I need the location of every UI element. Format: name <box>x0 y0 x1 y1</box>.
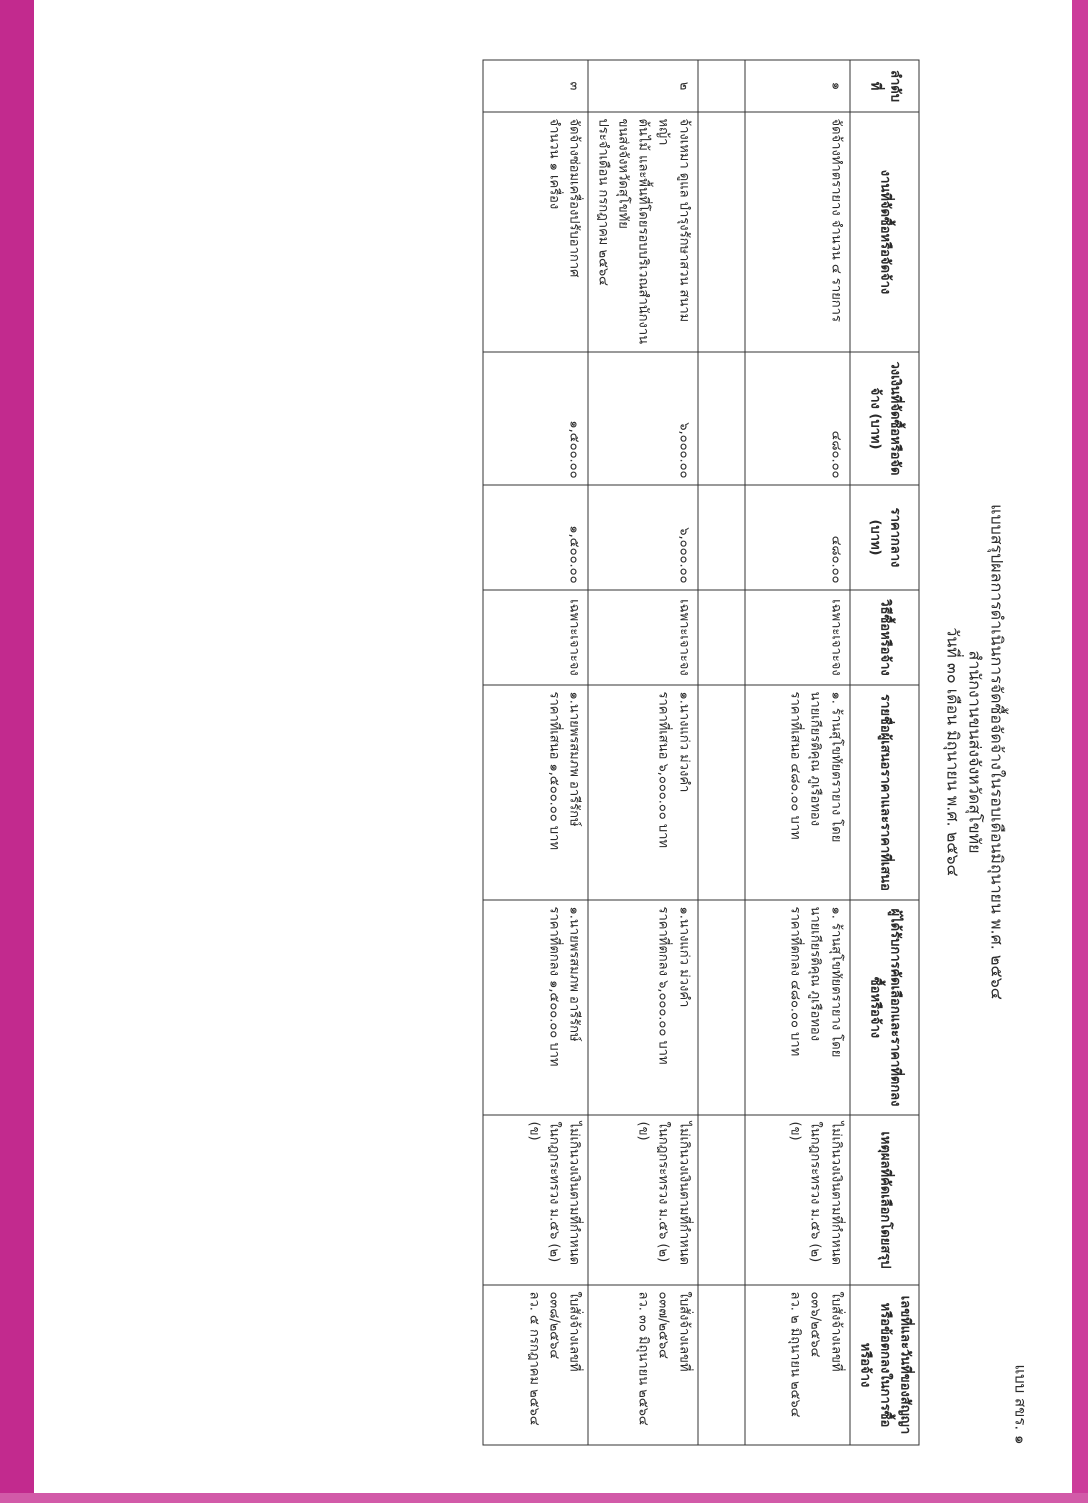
cell-budget: ๑,๕๐๐.๐๐ <box>483 352 588 485</box>
cell-line: ลว. ๕ กรกฎาคม ๒๕๖๔ <box>526 1291 542 1426</box>
col-header-reason: เหตุผลที่คัดเลือกโดยสรุป <box>850 1115 919 1285</box>
cell-line: ในกฎกระทรวง ม.๕๖ (๒) (ข) <box>635 1121 671 1262</box>
form-code: แบบ สขร. ๑ <box>1011 1363 1030 1444</box>
col-header-median: ราคากลาง (บาท) <box>850 485 919 590</box>
cell-line: ใบสั่งจ้างเลขที่ ๐๓๘/๒๕๖๔ <box>546 1291 582 1372</box>
cell-line: ราคาที่เสนอ ๖,๐๐๐.๐๐ บาท <box>655 691 671 848</box>
cell-line: ลว. ๒ มิถุนายน ๒๕๖๔ <box>787 1291 803 1417</box>
cell-winner <box>483 900 588 1115</box>
cell-method: เฉพาะเจาะจง <box>483 590 588 685</box>
document-title: แบบสรุปผลการดำเนินการจัดซื้อจัดจ้างในรอบเดือนมิถุนายน พ.ศ. ๒๕๖๔ <box>987 503 1007 1000</box>
cell-contract <box>745 1285 850 1445</box>
table-row <box>745 60 850 1445</box>
cell-line: ประจำเดือน กรกฎาคม ๒๕๖๔ <box>595 118 611 286</box>
cell-budget: ๖,๐๐๐.๐๐ <box>588 352 698 485</box>
cell-line: จ้างเหมา ดูแล บำรุงรักษาสวน สนามหญ้า <box>655 118 692 322</box>
page-edge-bottom <box>0 1493 1088 1503</box>
cell-line: นายเกียรติคุณ ภูเรือทอง <box>807 906 823 1041</box>
cell-line: จัดจ้างทำตรายาง จำนวน ๔ รายการ <box>828 118 844 322</box>
page-edge-left <box>0 0 34 1503</box>
col-header-winner: ผู้ได้รับการคัดเลือกและราคาที่ตกลงซื้อหรือจ้าง <box>850 900 919 1115</box>
table-row <box>483 60 588 1445</box>
cell-contract <box>483 1285 588 1445</box>
document-date: วันที่ ๓๐ เดือน มิถุนายน พ.ศ. ๒๕๖๔ <box>943 626 963 877</box>
cell-median: ๔๘๐.๐๐ <box>745 485 850 590</box>
cell-reason <box>588 1115 698 1285</box>
cell-line: ๑. ร้านสุโขทัยตรายาง โดย <box>828 906 844 1057</box>
cell-line: ขนส่งจังหวัดสุโขทัย <box>615 118 631 229</box>
page-edge-right <box>1072 0 1088 1503</box>
cell-line: ราคาที่ตกลง ๔๘๐.๐๐ บาท <box>787 906 803 1056</box>
cell-item <box>483 112 588 352</box>
cell-item <box>745 112 850 352</box>
cell-winner <box>588 900 698 1115</box>
table-row <box>588 60 698 1445</box>
cell-no: ๒ <box>588 60 698 112</box>
cell-line: ต้นไม้ และพื้นที่โดยรอบบริเวณสำนักงาน <box>635 118 651 344</box>
cell-median: ๖,๐๐๐.๐๐ <box>588 485 698 590</box>
cell-bidders <box>745 685 850 900</box>
cell-contract <box>588 1285 698 1445</box>
document-page <box>45 39 1045 1464</box>
cell-winner <box>745 900 850 1115</box>
cell-line: ๑.นางแก่ว ม่วงคำ <box>676 906 692 1007</box>
cell-line: ๑.นายพรสมภพ อารีรักษ์ <box>566 906 582 1042</box>
cell-budget: ๔๘๐.๐๐ <box>745 352 850 485</box>
table-row-blank <box>698 60 745 1445</box>
cell-line: ราคาที่เสนอ ๔๘๐.๐๐ บาท <box>787 691 803 840</box>
cell-item <box>588 112 698 352</box>
cell-line: ในกฎกระทรวง ม.๕๖ (๒) (ข) <box>787 1121 823 1262</box>
cell-no: ๑ <box>745 60 850 112</box>
cell-no: ๓ <box>483 60 588 112</box>
col-header-method: วิธีซื้อหรือจ้าง <box>850 590 919 685</box>
office-name: สำนักงานขนส่งจังหวัดสุโขทัย <box>965 650 985 853</box>
cell-line: จำนวน ๑ เครื่อง <box>546 118 562 209</box>
table-header-row <box>850 60 919 1445</box>
cell-line: ๑.นางแก่ว ม่วงคำ <box>676 691 692 792</box>
procurement-table <box>482 59 919 1445</box>
cell-line: ในกฎกระทรวง ม.๕๖ (๒) (ข) <box>526 1121 562 1262</box>
col-header-bidders: รายชื่อผู้เสนอราคาและราคาที่เสนอ <box>850 685 919 900</box>
cell-line: ใบสั่งจ้างเลขที่ ๐๓๗/๒๕๖๔ <box>655 1291 692 1372</box>
cell-line: ๑.นายพรสมภพ อารีรักษ์ <box>566 691 582 827</box>
cell-median: ๑,๕๐๐.๐๐ <box>483 485 588 590</box>
cell-bidders <box>483 685 588 900</box>
cell-line: ๑. ร้านสุโขทัยตรายาง โดย <box>828 691 844 842</box>
cell-line: จัดจ้างซ่อมเครื่องปรับอากาศ <box>566 118 582 277</box>
cell-line: ราคาที่เสนอ ๑,๕๐๐.๐๐ บาท <box>546 691 562 850</box>
cell-reason <box>745 1115 850 1285</box>
col-header-budget: วงเงินที่จัดซื้อหรือจัดจ้าง (บาท) <box>850 352 919 485</box>
cell-line: นายเกียรติคุณ ภูเรือทอง <box>807 691 823 826</box>
cell-line: ลว. ๓๐ มิถุนายน ๒๕๖๔ <box>635 1291 651 1426</box>
col-header-item: งานที่จัดซื้อหรือจัดจ้าง <box>850 112 919 352</box>
cell-line: ราคาที่ตกลง ๑,๕๐๐.๐๐ บาท <box>546 906 562 1066</box>
cell-line: ไม่เกินวงเงินตามที่กำหนด <box>828 1121 844 1265</box>
cell-bidders <box>588 685 698 900</box>
cell-line: ไม่เกินวงเงินตามที่กำหนด <box>676 1121 692 1265</box>
cell-reason <box>483 1115 588 1285</box>
cell-method: เฉพาะเจาะจง <box>588 590 698 685</box>
cell-method: เฉพาะเจาะจง <box>745 590 850 685</box>
col-header-no: ลำดับที่ <box>850 60 919 112</box>
col-header-contract: เลขที่และวันที่ของสัญญาหรือข้อตกลงในการซื้อหรือจ้าง <box>850 1285 919 1445</box>
cell-line: ไม่เกินวงเงินตามที่กำหนด <box>566 1121 582 1265</box>
cell-line: ใบสั่งจ้างเลขที่ ๐๓๖/๒๕๖๔ <box>807 1291 844 1372</box>
cell-line: ราคาที่ตกลง ๖,๐๐๐.๐๐ บาท <box>655 906 671 1065</box>
